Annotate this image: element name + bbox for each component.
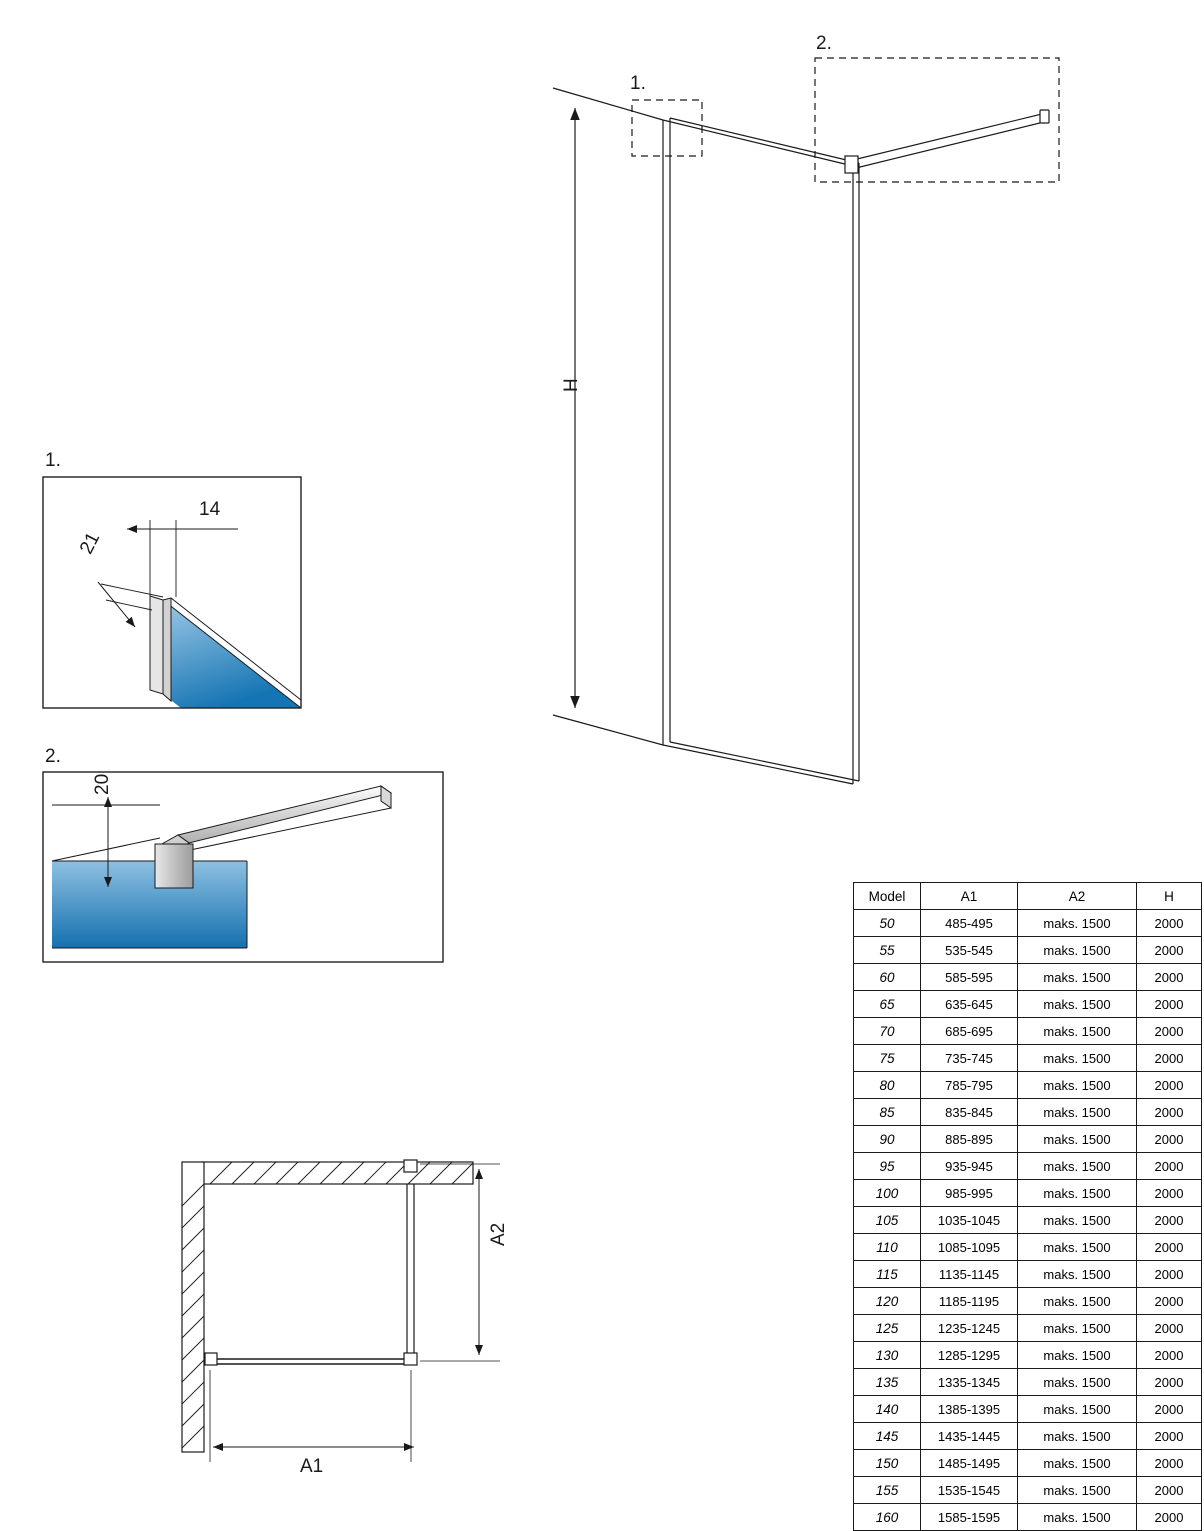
cell-model: 140 <box>854 1396 921 1423</box>
cell-a2: maks. 1500 <box>1018 1207 1137 1234</box>
cell-a2: maks. 1500 <box>1018 1504 1137 1531</box>
cell-a1: 1485-1495 <box>921 1450 1018 1477</box>
cell-a2: maks. 1500 <box>1018 910 1137 937</box>
cell-a2: maks. 1500 <box>1018 1477 1137 1504</box>
cell-a1: 635-645 <box>921 991 1018 1018</box>
cell-model: 120 <box>854 1288 921 1315</box>
cell-a2: maks. 1500 <box>1018 1126 1137 1153</box>
cell-h: 2000 <box>1137 1396 1202 1423</box>
cell-model: 75 <box>854 1045 921 1072</box>
cell-model: 145 <box>854 1423 921 1450</box>
cell-model: 95 <box>854 1153 921 1180</box>
cell-model: 105 <box>854 1207 921 1234</box>
callout-2-label: 2. <box>816 33 832 54</box>
table-header-a2: A2 <box>1018 883 1137 910</box>
cell-model: 80 <box>854 1072 921 1099</box>
plan-a1-label: A1 <box>300 1456 324 1477</box>
cell-h: 2000 <box>1137 1045 1202 1072</box>
detail-2-title: 2. <box>45 746 61 767</box>
table-row <box>854 1234 1202 1261</box>
main-perspective-view <box>553 58 1059 784</box>
cell-model: 160 <box>854 1504 921 1531</box>
cell-h: 2000 <box>1137 1288 1202 1315</box>
cell-a2: maks. 1500 <box>1018 1099 1137 1126</box>
cell-a2: maks. 1500 <box>1018 1369 1137 1396</box>
cell-a2: maks. 1500 <box>1018 1342 1137 1369</box>
table-header-model: Model <box>854 883 921 910</box>
cell-h: 2000 <box>1137 1153 1202 1180</box>
table-row <box>854 1315 1202 1342</box>
table-header-h: H <box>1137 883 1202 910</box>
cell-model: 135 <box>854 1369 921 1396</box>
cell-a2: maks. 1500 <box>1018 1153 1137 1180</box>
cell-a2: maks. 1500 <box>1018 1261 1137 1288</box>
specification-table <box>853 882 1202 1531</box>
cell-h: 2000 <box>1137 1126 1202 1153</box>
cell-a1: 1185-1195 <box>921 1288 1018 1315</box>
cell-model: 55 <box>854 937 921 964</box>
callout-1-label: 1. <box>630 73 646 94</box>
table-row <box>854 1450 1202 1477</box>
cell-a1: 1035-1045 <box>921 1207 1018 1234</box>
cell-model: 150 <box>854 1450 921 1477</box>
table-row <box>854 1045 1202 1072</box>
cell-a1: 1435-1445 <box>921 1423 1018 1450</box>
cell-a2: maks. 1500 <box>1018 1288 1137 1315</box>
table-header-row <box>854 883 1202 910</box>
cell-model: 60 <box>854 964 921 991</box>
table-row <box>854 1207 1202 1234</box>
cell-a2: maks. 1500 <box>1018 1450 1137 1477</box>
cell-h: 2000 <box>1137 991 1202 1018</box>
table-row <box>854 1288 1202 1315</box>
cell-model: 125 <box>854 1315 921 1342</box>
cell-h: 2000 <box>1137 937 1202 964</box>
cell-a1: 1385-1395 <box>921 1396 1018 1423</box>
cell-a1: 1335-1345 <box>921 1369 1018 1396</box>
detail-1-dim-21: 21 <box>76 529 105 558</box>
cell-a1: 1235-1245 <box>921 1315 1018 1342</box>
cell-h: 2000 <box>1137 1450 1202 1477</box>
detail-1-dim-14: 14 <box>199 499 221 520</box>
table-row <box>854 1261 1202 1288</box>
detail-1-title: 1. <box>45 450 61 471</box>
cell-a1: 1285-1295 <box>921 1342 1018 1369</box>
table-row <box>854 1342 1202 1369</box>
plan-a2-label: A2 <box>488 1222 509 1246</box>
cell-h: 2000 <box>1137 1504 1202 1531</box>
cell-a1: 485-495 <box>921 910 1018 937</box>
cell-a1: 685-695 <box>921 1018 1018 1045</box>
cell-a2: maks. 1500 <box>1018 991 1137 1018</box>
table-row <box>854 1126 1202 1153</box>
table-body <box>854 910 1202 1531</box>
cell-a1: 835-845 <box>921 1099 1018 1126</box>
cell-a1: 1135-1145 <box>921 1261 1018 1288</box>
cell-a1: 1535-1545 <box>921 1477 1018 1504</box>
cell-a2: maks. 1500 <box>1018 1423 1137 1450</box>
cell-a2: maks. 1500 <box>1018 1396 1137 1423</box>
table-row <box>854 1396 1202 1423</box>
cell-a2: maks. 1500 <box>1018 1315 1137 1342</box>
cell-h: 2000 <box>1137 1234 1202 1261</box>
cell-a1: 535-545 <box>921 937 1018 964</box>
table-row <box>854 1072 1202 1099</box>
cell-a1: 585-595 <box>921 964 1018 991</box>
cell-h: 2000 <box>1137 910 1202 937</box>
table-row <box>854 1018 1202 1045</box>
cell-h: 2000 <box>1137 964 1202 991</box>
cell-a2: maks. 1500 <box>1018 964 1137 991</box>
cell-a1: 935-945 <box>921 1153 1018 1180</box>
cell-model: 70 <box>854 1018 921 1045</box>
cell-model: 90 <box>854 1126 921 1153</box>
cell-h: 2000 <box>1137 1369 1202 1396</box>
table-row <box>854 964 1202 991</box>
cell-a2: maks. 1500 <box>1018 1018 1137 1045</box>
table-row <box>854 937 1202 964</box>
table-row <box>854 1477 1202 1504</box>
cell-a2: maks. 1500 <box>1018 937 1137 964</box>
cell-a2: maks. 1500 <box>1018 1234 1137 1261</box>
table-row <box>854 1153 1202 1180</box>
cell-h: 2000 <box>1137 1207 1202 1234</box>
table-row <box>854 1504 1202 1531</box>
cell-model: 65 <box>854 991 921 1018</box>
cell-h: 2000 <box>1137 1018 1202 1045</box>
cell-model: 110 <box>854 1234 921 1261</box>
cell-h: 2000 <box>1137 1261 1202 1288</box>
cell-h: 2000 <box>1137 1342 1202 1369</box>
cell-model: 100 <box>854 1180 921 1207</box>
cell-a1: 885-895 <box>921 1126 1018 1153</box>
cell-model: 155 <box>854 1477 921 1504</box>
table-row <box>854 1099 1202 1126</box>
cell-a1: 985-995 <box>921 1180 1018 1207</box>
table-row <box>854 991 1202 1018</box>
cell-h: 2000 <box>1137 1477 1202 1504</box>
table-row <box>854 1369 1202 1396</box>
plan-view-drawing <box>182 1160 500 1462</box>
cell-a2: maks. 1500 <box>1018 1180 1137 1207</box>
cell-a2: maks. 1500 <box>1018 1045 1137 1072</box>
table-header-a1: A1 <box>921 883 1018 910</box>
cell-a1: 1585-1595 <box>921 1504 1018 1531</box>
table-row <box>854 1180 1202 1207</box>
cell-h: 2000 <box>1137 1180 1202 1207</box>
cell-h: 2000 <box>1137 1072 1202 1099</box>
detail-2-contents <box>43 772 443 962</box>
cell-model: 50 <box>854 910 921 937</box>
cell-model: 85 <box>854 1099 921 1126</box>
cell-h: 2000 <box>1137 1315 1202 1342</box>
cell-h: 2000 <box>1137 1099 1202 1126</box>
cell-h: 2000 <box>1137 1423 1202 1450</box>
cell-a1: 735-745 <box>921 1045 1018 1072</box>
table-row <box>854 1423 1202 1450</box>
cell-a1: 785-795 <box>921 1072 1018 1099</box>
cell-model: 130 <box>854 1342 921 1369</box>
cell-a1: 1085-1095 <box>921 1234 1018 1261</box>
table-row <box>854 910 1202 937</box>
detail-2-dim-20: 20 <box>92 773 113 795</box>
cell-model: 115 <box>854 1261 921 1288</box>
cell-a2: maks. 1500 <box>1018 1072 1137 1099</box>
height-dimension-label: H <box>561 378 582 392</box>
